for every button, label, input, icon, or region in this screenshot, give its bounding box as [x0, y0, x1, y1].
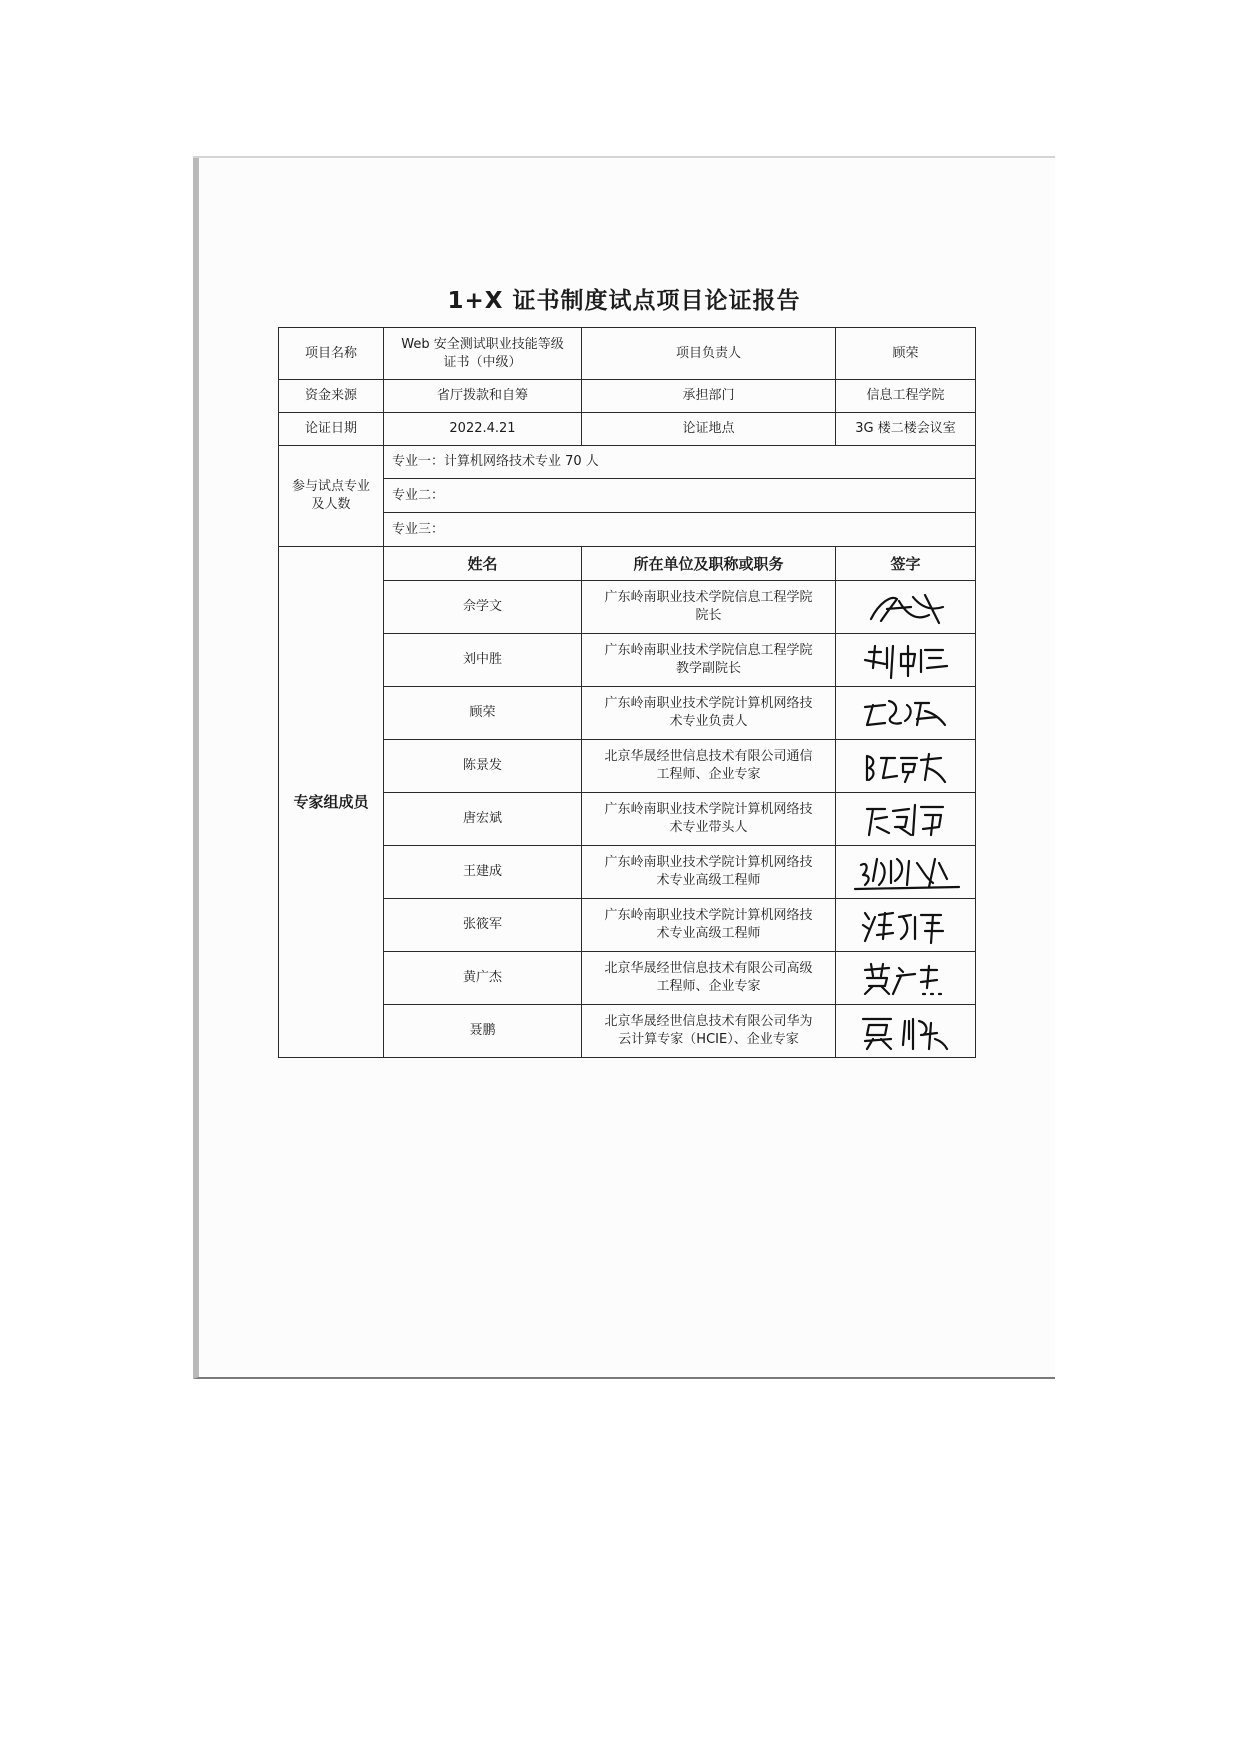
expert-unit-line1: 广东岭南职业技术学院信息工程学院: [604, 643, 813, 658]
expert-row: [279, 687, 976, 740]
table-row: [279, 328, 976, 380]
leader-label: 项目负责人: [582, 328, 836, 380]
expert-row: [279, 740, 976, 793]
expert-unit-line2: 术专业负责人: [669, 714, 748, 729]
place-label: 论证地点: [582, 413, 836, 446]
header-name: 姓名: [384, 547, 582, 581]
expert-unit: [582, 899, 836, 952]
signature-image: [851, 797, 961, 841]
expert-unit: [582, 1005, 836, 1058]
expert-unit-line2: 工程师、企业专家: [656, 767, 761, 782]
expert-name: 陈景发: [384, 740, 582, 793]
leader-value: 顾荣: [836, 328, 976, 380]
expert-name: 张筱军: [384, 899, 582, 952]
expert-row: [279, 634, 976, 687]
expert-unit: [582, 740, 836, 793]
expert-row: [279, 793, 976, 846]
signature-image: [851, 1009, 961, 1053]
expert-unit-line1: 广东岭南职业技术学院信息工程学院: [604, 590, 813, 605]
expert-unit-line1: 北京华晟经世信息技术有限公司高级: [604, 961, 813, 976]
expert-name: 王建成: [384, 846, 582, 899]
expert-unit: [582, 634, 836, 687]
expert-unit: [582, 793, 836, 846]
table-row: [279, 479, 976, 513]
expert-unit-line2: 工程师、企业专家: [656, 979, 761, 994]
signature-image: [851, 903, 961, 947]
expert-row: [279, 581, 976, 634]
expert-unit: [582, 687, 836, 740]
fund-value: 省厅拨款和自筹: [384, 380, 582, 413]
major-1: 专业一：计算机网络技术专业 70 人: [384, 446, 976, 479]
expert-name: 刘中胜: [384, 634, 582, 687]
header-unit: 所在单位及职称或职务: [582, 547, 836, 581]
date-value: 2022.4.21: [384, 413, 582, 446]
expert-unit: [582, 581, 836, 634]
expert-unit-line1: 广东岭南职业技术学院计算机网络技: [604, 802, 813, 817]
expert-unit-line2: 教学副院长: [675, 661, 741, 676]
expert-signature-cell: [836, 793, 976, 846]
expert-signature-cell: [836, 846, 976, 899]
project-name-value: [384, 328, 582, 380]
table-row: [279, 446, 976, 479]
expert-unit: [582, 952, 836, 1005]
majors-label-line2: 及人数: [311, 497, 351, 512]
expert-signature-cell: [836, 1005, 976, 1058]
expert-unit-line2: 术专业带头人: [669, 820, 748, 835]
table-row: [279, 380, 976, 413]
expert-signature-cell: [836, 581, 976, 634]
header-sign: 签字: [836, 547, 976, 581]
expert-unit-line2: 术专业高级工程师: [656, 926, 761, 941]
expert-unit-line1: 北京华晟经世信息技术有限公司华为: [604, 1014, 813, 1029]
majors-label: [279, 446, 384, 547]
date-label: 论证日期: [279, 413, 384, 446]
expert-name: 聂鹏: [384, 1005, 582, 1058]
expert-unit-line2: 云计算专家（HCIE）、企业专家: [618, 1032, 799, 1047]
dept-value: 信息工程学院: [836, 380, 976, 413]
place-value: 3G 楼二楼会议室: [836, 413, 976, 446]
expert-signature-cell: [836, 634, 976, 687]
project-name-label: 项目名称: [279, 328, 384, 380]
expert-signature-cell: [836, 687, 976, 740]
dept-label: 承担部门: [582, 380, 836, 413]
expert-name: 唐宏斌: [384, 793, 582, 846]
fund-label: 资金来源: [279, 380, 384, 413]
signature-image: [847, 849, 965, 895]
expert-row: [279, 1005, 976, 1058]
expert-row: [279, 846, 976, 899]
expert-unit-line1: 广东岭南职业技术学院计算机网络技: [604, 855, 813, 870]
expert-unit-line2: 院长: [695, 608, 722, 623]
expert-row: [279, 952, 976, 1005]
signature-image: [851, 956, 961, 1000]
expert-unit-line1: 北京华晟经世信息技术有限公司通信: [604, 749, 813, 764]
expert-unit-line1: 广东岭南职业技术学院计算机网络技: [604, 696, 813, 711]
expert-signature-cell: [836, 952, 976, 1005]
expert-group-label: 专家组成员: [279, 547, 384, 1058]
project-name-line2: 证书（中级）: [443, 354, 522, 370]
signature-image: [851, 744, 961, 788]
signature-image: [851, 691, 961, 735]
report-table: [278, 327, 976, 1058]
project-name-line1: Web 安全测试职业技能等级: [401, 336, 564, 352]
expert-signature-cell: [836, 740, 976, 793]
table-row: [279, 513, 976, 547]
expert-name: 顾荣: [384, 687, 582, 740]
majors-label-line1: 参与试点专业: [291, 479, 370, 494]
document-title: 1+X 证书制度试点项目论证报告: [447, 288, 801, 314]
expert-name: 佘学文: [384, 581, 582, 634]
table-row: [279, 413, 976, 446]
major-3: 专业三：: [384, 513, 976, 547]
expert-name: 黄广杰: [384, 952, 582, 1005]
table-row: [279, 547, 976, 581]
expert-unit-line1: 广东岭南职业技术学院计算机网络技: [604, 908, 813, 923]
major-2: 专业二：: [384, 479, 976, 513]
expert-unit: [582, 846, 836, 899]
expert-row: [279, 899, 976, 952]
signature-image: [851, 585, 961, 629]
expert-unit-line2: 术专业高级工程师: [656, 873, 761, 888]
expert-signature-cell: [836, 899, 976, 952]
signature-image: [851, 638, 961, 682]
